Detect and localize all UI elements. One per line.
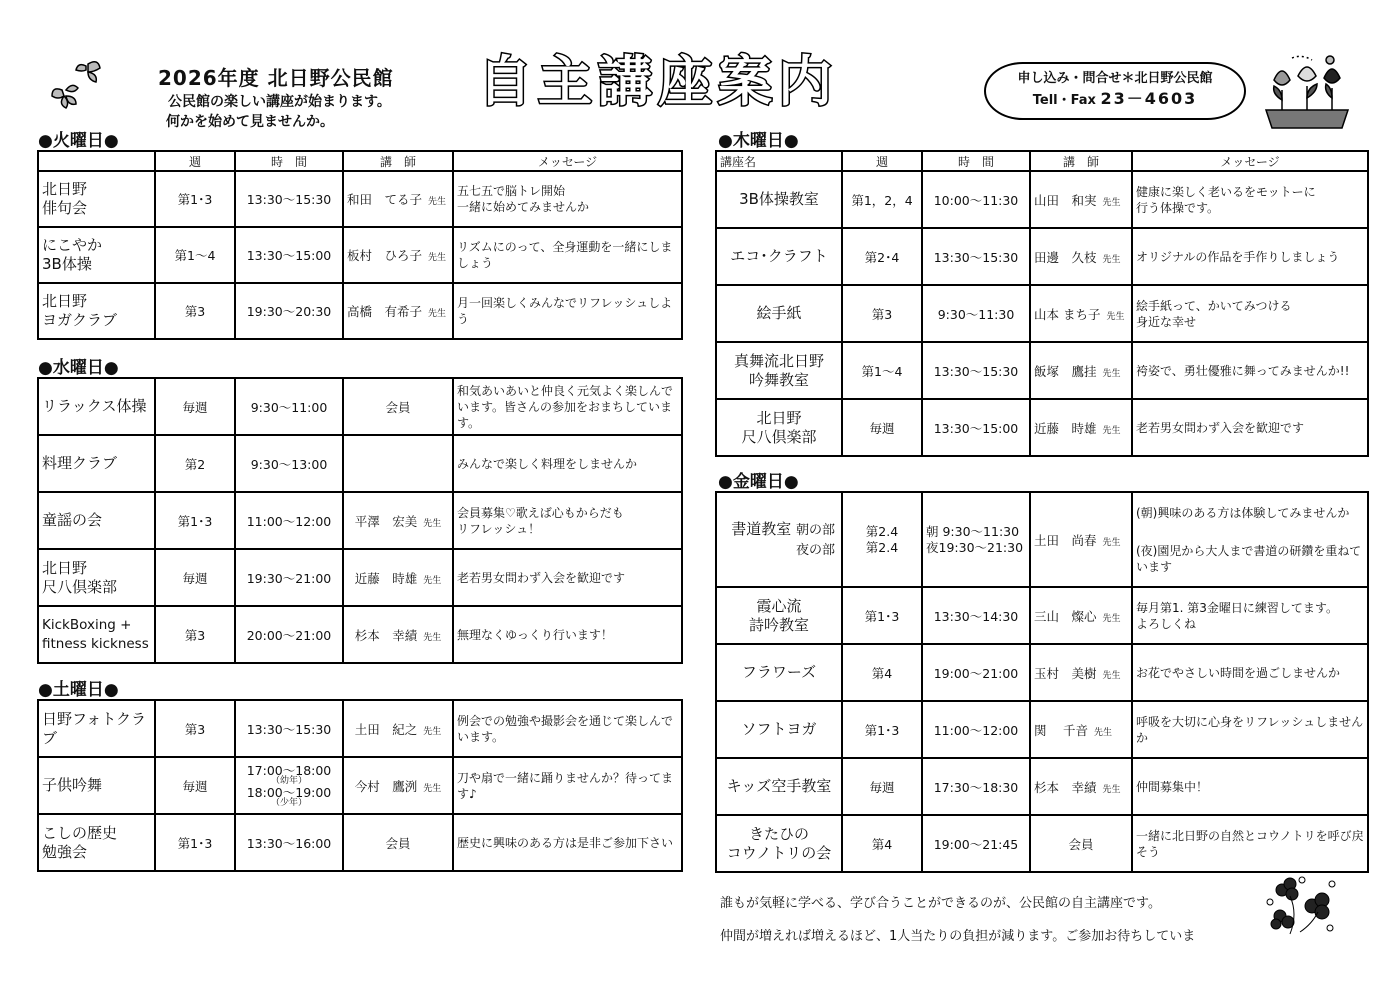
wednesday-table	[37, 377, 683, 664]
course-time: 19:30～20:30	[235, 283, 343, 339]
course-name: 北日野 ヨガクラブ	[38, 283, 155, 339]
course-time: 朝 9:30～11:30 夜19:30～21:30	[922, 492, 1030, 587]
course-teacher	[1030, 701, 1132, 758]
course-name: 料理クラブ	[38, 435, 155, 492]
course-time: 20:00～21:00	[235, 606, 343, 663]
course-teacher	[1030, 492, 1132, 587]
course-message: 和気あいあいと仲良く元気よく楽しんでいます。皆さんの参加をおまちしています。	[453, 378, 682, 435]
course-time: 9:30～13:00	[235, 435, 343, 492]
course-week: 第1･3	[155, 171, 235, 227]
course-name: 日野フォトクラブ	[38, 700, 155, 757]
clover-illustration	[1262, 872, 1340, 938]
table-row	[38, 700, 682, 757]
sensei-label: 先生	[423, 518, 442, 529]
col-header-message: メッセージ	[1132, 151, 1368, 171]
course-time: 19:00～21:00	[922, 644, 1030, 701]
course-week: 毎週	[842, 399, 922, 456]
butterfly-illustration	[48, 56, 112, 120]
course-week: 第2.4 第2.4	[842, 492, 922, 587]
course-week: 毎週	[155, 757, 235, 814]
course-name: にこやか 3B体操	[38, 227, 155, 283]
course-message: 袴姿で、勇壮優雅に舞ってみませんか!!	[1132, 342, 1368, 399]
course-week: 第1～4	[842, 342, 922, 399]
table-row	[38, 549, 682, 606]
course-message: 歴史に興味のある方は是非ご参加下さい	[453, 814, 682, 871]
table-row	[38, 606, 682, 663]
col-header-time: 時 間	[922, 151, 1030, 171]
message-evening: (夜)園児から大人まで書道の研鑽を重ねています	[1136, 543, 1362, 574]
table-row	[716, 758, 1368, 815]
table-row	[716, 228, 1368, 285]
course-name: エコ･クラフト	[716, 228, 842, 285]
course-name: リラックス体操	[38, 378, 155, 435]
organization-title: 2026年度 北日野公民館	[158, 66, 394, 90]
course-teacher	[1030, 758, 1132, 815]
course-week: 第4	[842, 644, 922, 701]
course-name: 真舞流北日野 吟舞教室	[716, 342, 842, 399]
table-row	[716, 171, 1368, 228]
sensei-label: 先生	[423, 726, 442, 737]
course-week: 毎週	[155, 549, 235, 606]
course-time	[235, 757, 343, 814]
teacher-name: 飯塚 鷹挂	[1034, 363, 1097, 379]
course-name: 北日野 尺八倶楽部	[38, 549, 155, 606]
contact-line-1: 申し込み・問合せ＊北日野公民館	[1017, 71, 1213, 86]
course-teacher	[1030, 644, 1132, 701]
course-time: 9:30～11:30	[922, 285, 1030, 342]
course-message: 健康に楽しく老いるをモットーに 行う体操です。	[1132, 171, 1368, 228]
sensei-label: 先生	[1102, 613, 1121, 624]
teacher-name: 三山 燦心	[1034, 608, 1097, 624]
tuesday-table	[37, 150, 683, 340]
course-week: 毎週	[842, 758, 922, 815]
tuesday-header-row	[38, 151, 682, 171]
course-week: 第1･3	[842, 587, 922, 644]
course-teacher: 会員	[343, 378, 453, 435]
sensei-label: 先生	[428, 253, 447, 263]
teacher-name: 土田 尚春	[1034, 532, 1097, 548]
sensei-label: 先生	[1102, 670, 1121, 681]
sensei-label: 先生	[1102, 197, 1121, 208]
course-teacher	[1030, 399, 1132, 456]
section-wednesday: ●水曜日●	[38, 358, 119, 378]
table-row	[38, 283, 682, 339]
course-teacher: 会員	[1030, 815, 1132, 872]
course-name: 北日野 尺八倶楽部	[716, 399, 842, 456]
col-header-teacher: 講 師	[343, 151, 453, 171]
course-week: 第1～4	[155, 227, 235, 283]
sensei-label: 先生	[1102, 784, 1121, 795]
teacher-name: 今村 鷹洌	[354, 778, 418, 794]
teacher-name: 近藤 時雄	[1034, 420, 1097, 436]
course-time: 13:30～14:30	[922, 587, 1030, 644]
course-name: こしの歴史 勉強会	[38, 814, 155, 871]
time-slot-1-note: （幼年）	[270, 775, 307, 786]
course-week: 第3	[155, 606, 235, 663]
course-teacher	[343, 549, 453, 606]
course-name: キッズ空手教室	[716, 758, 842, 815]
time-slot-2-note: （少年）	[270, 797, 307, 808]
course-message: 老若男女問わず入会を歓迎です	[453, 549, 682, 606]
course-week: 第3	[842, 285, 922, 342]
thursday-header-row	[716, 151, 1368, 171]
table-row	[38, 171, 682, 227]
course-week: 第1･3	[155, 492, 235, 549]
message-morning: (朝)興味のある方は体験してみませんか	[1136, 505, 1350, 520]
course-teacher	[1030, 587, 1132, 644]
course-teacher	[343, 492, 453, 549]
course-week: 第2	[155, 435, 235, 492]
course-message: 会員募集♡歌えば心もからだも リフレッシュ！	[453, 492, 682, 549]
tulip-planter-illustration	[1262, 52, 1352, 132]
contact-line-2	[986, 89, 1244, 111]
table-row	[716, 285, 1368, 342]
course-name: 絵手紙	[716, 285, 842, 342]
course-time: 13:30～15:00	[922, 399, 1030, 456]
sensei-label: 先生	[423, 632, 442, 643]
course-teacher	[343, 435, 453, 492]
teacher-name: 山田 和実	[1034, 192, 1097, 208]
course-name: フラワーズ	[716, 644, 842, 701]
course-week: 毎週	[155, 378, 235, 435]
course-week: 第3	[155, 700, 235, 757]
course-name: 子供吟舞	[38, 757, 155, 814]
course-teacher	[343, 757, 453, 814]
sensei-label: 先生	[1106, 311, 1125, 322]
table-row	[716, 815, 1368, 872]
teacher-name: 土田 紀之	[354, 721, 418, 737]
teacher-name: 板村 ひろ子	[347, 248, 423, 263]
teacher-name: 山本 まち子	[1034, 306, 1101, 322]
teacher-name: 関 千音	[1034, 722, 1088, 738]
course-message: 絵手紙って、かいてみつける 身近な幸せ	[1132, 285, 1368, 342]
contact-label: Tell・Fax	[1032, 93, 1096, 108]
course-name	[716, 492, 842, 587]
time-slot-1: 17:00～18:00	[246, 762, 332, 778]
course-time: 13:30～15:30	[922, 342, 1030, 399]
sensei-label: 先生	[1102, 368, 1121, 379]
course-time: 13:30～16:00	[235, 814, 343, 871]
course-message: 一緒に北日野の自然とコウノトリを呼び戻そう	[1132, 815, 1368, 872]
table-row	[38, 378, 682, 435]
course-week: 第2･4	[842, 228, 922, 285]
sensei-label: 先生	[428, 309, 447, 319]
course-message: 五七五で脳トレ開始 一緒に始めてみませんか	[453, 171, 682, 227]
col-header-message: メッセージ	[453, 151, 682, 171]
subtitle-line-2: 何かを始めて見ませんか。	[166, 114, 334, 130]
table-row	[38, 757, 682, 814]
table-row	[38, 814, 682, 871]
sensei-label: 先生	[1102, 537, 1121, 548]
friday-table	[715, 491, 1369, 873]
sensei-label: 先生	[1093, 727, 1112, 738]
col-header-teacher: 講 師	[1030, 151, 1132, 171]
course-message: 老若男女問わず入会を歓迎です	[1132, 399, 1368, 456]
course-message: 仲間募集中！	[1132, 758, 1368, 815]
table-row	[716, 342, 1368, 399]
teacher-name: 杉本 幸績	[354, 627, 418, 643]
course-time: 19:00～21:45	[922, 815, 1030, 872]
saturday-table	[37, 699, 683, 872]
course-week: 第1･3	[155, 814, 235, 871]
course-name: KickBoxing + fitness kickness	[38, 606, 155, 663]
table-row	[716, 644, 1368, 701]
course-week: 第1･3	[842, 701, 922, 758]
footer-line-1: 誰もが気軽に学べる、学び合うことができるのが、公民館の自主講座です。	[720, 896, 1161, 911]
course-time: 13:30～15:30	[922, 228, 1030, 285]
section-friday: ●金曜日●	[718, 472, 799, 492]
subtitle	[168, 92, 391, 132]
course-teacher	[1030, 285, 1132, 342]
course-name-sub-evening: 夜の部	[795, 542, 835, 558]
subtitle-line-1: 公民館の楽しい講座が始まります。	[168, 94, 391, 110]
course-name: 霞心流 詩吟教室	[716, 587, 842, 644]
footer-line-2: 仲間が増えれば増えるほど、1人当たりの負担が減ります。ご参加お待ちしていま	[720, 929, 1196, 944]
table-row	[38, 227, 682, 283]
col-header-time: 時 間	[235, 151, 343, 171]
course-message: オリジナルの作品を手作りしましょう	[1132, 228, 1368, 285]
teacher-name: 高橋 有希子	[347, 304, 423, 319]
course-teacher	[343, 171, 453, 227]
section-saturday: ●土曜日●	[38, 680, 119, 700]
time-slot-2: 18:00～19:00	[246, 784, 332, 800]
course-message: 例会での勉強や撮影会を通じて楽しんでいます。	[453, 700, 682, 757]
course-name: きたひの コウノトリの会	[716, 815, 842, 872]
section-thursday: ●木曜日●	[718, 131, 799, 151]
course-message: お花でやさしい時間を過ごしませんか	[1132, 644, 1368, 701]
course-time: 11:00～12:00	[922, 701, 1030, 758]
table-row	[38, 492, 682, 549]
thursday-table	[715, 150, 1369, 457]
course-name: 北日野 俳句会	[38, 171, 155, 227]
course-teacher	[343, 283, 453, 339]
teacher-name: 杉本 幸績	[1034, 779, 1097, 795]
table-row	[716, 701, 1368, 758]
course-name: 3B体操教室	[716, 171, 842, 228]
course-time: 17:30～18:30	[922, 758, 1030, 815]
sensei-label: 先生	[423, 783, 442, 794]
teacher-name: 和田 てる子	[347, 192, 423, 207]
course-time: 11:00～12:00	[235, 492, 343, 549]
course-message: みんなで楽しく料理をしませんか	[453, 435, 682, 492]
page-title: 自主講座案内	[478, 50, 838, 113]
col-header-name: 講座名	[716, 151, 842, 171]
course-message: 無理なくゆっくり行います！	[453, 606, 682, 663]
course-message: 刀や扇で一緒に踊りませんか？待ってます♪	[453, 757, 682, 814]
col-header-week: 週	[155, 151, 235, 171]
course-teacher	[343, 227, 453, 283]
course-week: 第4	[842, 815, 922, 872]
course-teacher	[1030, 171, 1132, 228]
section-tuesday: ●火曜日●	[38, 131, 119, 151]
course-time: 19:30～21:00	[235, 549, 343, 606]
col-header-week: 週	[842, 151, 922, 171]
teacher-name: 田邊 久枝	[1034, 249, 1097, 265]
sensei-label: 先生	[1102, 425, 1121, 436]
course-teacher	[343, 700, 453, 757]
table-row	[716, 492, 1368, 587]
course-week: 第1，2，4	[842, 171, 922, 228]
course-teacher	[1030, 342, 1132, 399]
course-name-main: 書道教室	[731, 519, 792, 538]
teacher-name: 玉村 美樹	[1034, 665, 1097, 681]
course-teacher: 会員	[343, 814, 453, 871]
course-message	[1132, 492, 1368, 587]
contact-bubble	[984, 62, 1246, 120]
table-row	[716, 399, 1368, 456]
contact-number: 23－4603	[1100, 89, 1198, 108]
course-message: 月一回楽しくみんなでリフレッシュしよう	[453, 283, 682, 339]
course-time: 9:30～11:00	[235, 378, 343, 435]
course-time: 13:30～15:30	[235, 700, 343, 757]
course-message: 毎月第1. 第3金曜日に練習してます。 よろしくね	[1132, 587, 1368, 644]
course-message: リズムにのって、全身運動を一緒にしましょう	[453, 227, 682, 283]
course-teacher	[1030, 228, 1132, 285]
table-row	[38, 435, 682, 492]
teacher-name: 平澤 宏美	[354, 513, 418, 529]
course-message: 呼吸を大切に心身をリフレッシュしませんか	[1132, 701, 1368, 758]
table-row	[716, 587, 1368, 644]
teacher-name: 近藤 時雄	[354, 570, 418, 586]
sensei-label: 先生	[428, 197, 447, 207]
course-week: 第3	[155, 283, 235, 339]
course-time: 10:00～11:30	[922, 171, 1030, 228]
course-name: ソフトヨガ	[716, 701, 842, 758]
course-name-sub-morning: 朝の部	[795, 522, 835, 538]
course-time: 13:30～15:00	[235, 227, 343, 283]
sensei-label: 先生	[1102, 254, 1121, 265]
course-teacher	[343, 606, 453, 663]
course-time: 13:30～15:30	[235, 171, 343, 227]
sensei-label: 先生	[423, 575, 442, 586]
course-name: 童謡の会	[38, 492, 155, 549]
col-header-name	[38, 151, 155, 171]
